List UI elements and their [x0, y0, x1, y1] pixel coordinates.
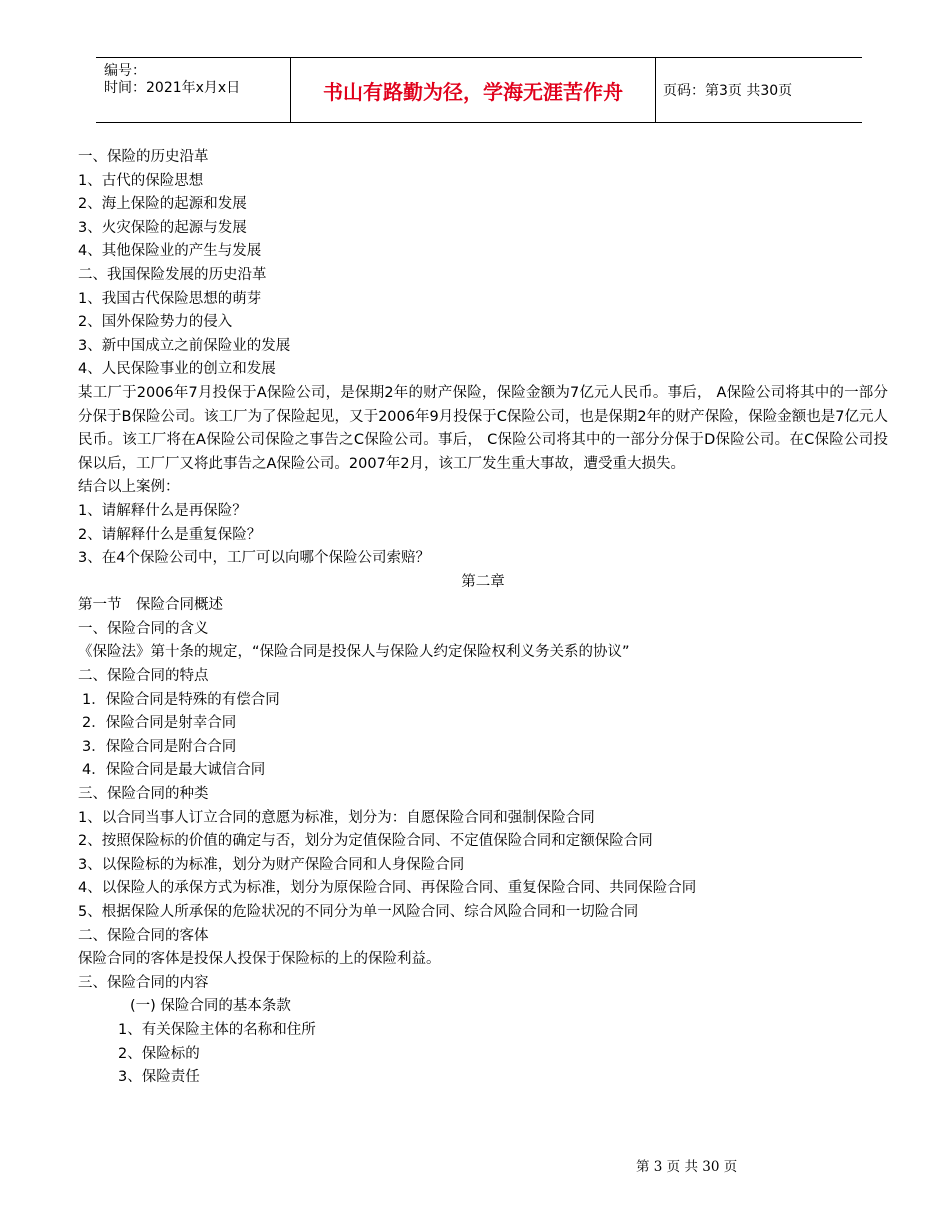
- law-quote: 《保险法》第十条的规定，“保险合同是投保人与保险人约定保险权利义务关系的协议”: [78, 644, 630, 661]
- list-item: 1、古代的保险思想: [78, 172, 204, 189]
- question-item: 3、在4个保险公司中，工厂可以向哪个保险公司索赔？: [78, 550, 430, 567]
- clause-item: 3、保险责任: [118, 1069, 200, 1086]
- header-motto: 书山有路勤为径，学海无涯苦作舟: [323, 79, 623, 104]
- list-item: 4、以保险人的承保方式为标准，划分为原保险合同、再保险合同、重复保险合同、共同保险合同: [78, 880, 697, 897]
- clause-item: 2、保险标的: [118, 1045, 200, 1062]
- list-item: 3、新中国成立之前保险业的发展: [78, 337, 291, 354]
- page-footer: 第 3 页 共 30 页: [636, 1159, 738, 1175]
- question-item: 2、请解释什么是重复保险？: [78, 526, 262, 543]
- subheading: 一、保险合同的含义: [78, 620, 209, 637]
- questions-intro: 结合以上案例：: [78, 479, 180, 496]
- section-title: 第一节 保险合同概述: [78, 597, 223, 614]
- subheading: 二、保险合同的特点: [78, 668, 209, 685]
- heading-insurance-history: 一、保险的历史沿革: [78, 149, 209, 165]
- feature-item: 1．保险合同是特殊的有偿合同: [82, 691, 280, 708]
- document-body: [78, 146, 888, 1090]
- document-header: [96, 57, 862, 123]
- list-item: 3、以保险标的为标准，划分为财产保险合同和人身保险合同: [78, 856, 465, 873]
- list-item: 1、我国古代保险思想的萌芽: [78, 290, 262, 307]
- list-item: 4、其他保险业的产生与发展: [78, 243, 262, 260]
- list-item: 1、以合同当事人订立合同的意愿为标准，划分为：自愿保险合同和强制保险合同: [78, 809, 595, 826]
- document-number-label: 编号：: [104, 63, 146, 79]
- feature-item: 3．保险合同是附合合同: [82, 738, 237, 755]
- clause-title: (一) 保险合同的基本条款: [130, 998, 291, 1015]
- header-page-code: 页码：第3页 共30页: [663, 83, 793, 99]
- list-item: 4、人民保险事业的创立和发展: [78, 361, 276, 378]
- list-item: 2、国外保险势力的侵入: [78, 314, 233, 331]
- list-item: 2、按照保险标的价值的确定与否，划分为定值保险合同、不定值保险合同和定额保险合同: [78, 833, 653, 850]
- subheading: 二、保险合同的客体: [78, 927, 209, 944]
- feature-item: 2．保险合同是射幸合同: [82, 715, 237, 732]
- document-time-label: 时间：2021年x月x日: [104, 80, 241, 96]
- header-page-cell: [655, 58, 862, 122]
- list-item: 2、海上保险的起源和发展: [78, 196, 247, 213]
- list-item: 3、火灾保险的起源与发展: [78, 219, 247, 236]
- heading-china-insurance-history: 二、我国保险发展的历史沿革: [78, 266, 267, 283]
- header-motto-cell: [290, 58, 656, 122]
- question-item: 1、请解释什么是再保险？: [78, 502, 247, 519]
- subheading: 三、保险合同的内容: [78, 974, 209, 991]
- subheading: 三、保险合同的种类: [78, 786, 209, 803]
- body-text: 保险合同的客体是投保人投保于保险标的上的保险利益。: [78, 951, 441, 968]
- feature-item: 4．保险合同是最大诚信合同: [82, 762, 266, 779]
- case-paragraph: 某工厂于2006年7月投保于A保险公司，是保期2年的财产保险，保险金额为7亿元人民币。事后， A保险公司将其中的一部分分保于B保险公司。该工厂为了保险起见，又于2006年9月投保于C保险公司，也是保期2年的财产保险，保险金额也是7亿元人民币。该工厂将在A保险公司保险之事告之C保险公司。事后， C保险公司将其中的一部分分保于D保险公司。在C保险公司投保以后，工厂厂又将此事告之A保险公司。2007年2月，该工厂发生重大事故，遭受重大损失。: [78, 384, 888, 472]
- clause-item: 1、有关保险主体的名称和住所: [118, 1021, 316, 1038]
- chapter-title: 第二章: [461, 573, 505, 590]
- list-item: 5、根据保险人所承保的危险状况的不同分为单一风险合同、综合风险合同和一切险合同: [78, 904, 639, 920]
- header-meta-cell: [96, 58, 290, 122]
